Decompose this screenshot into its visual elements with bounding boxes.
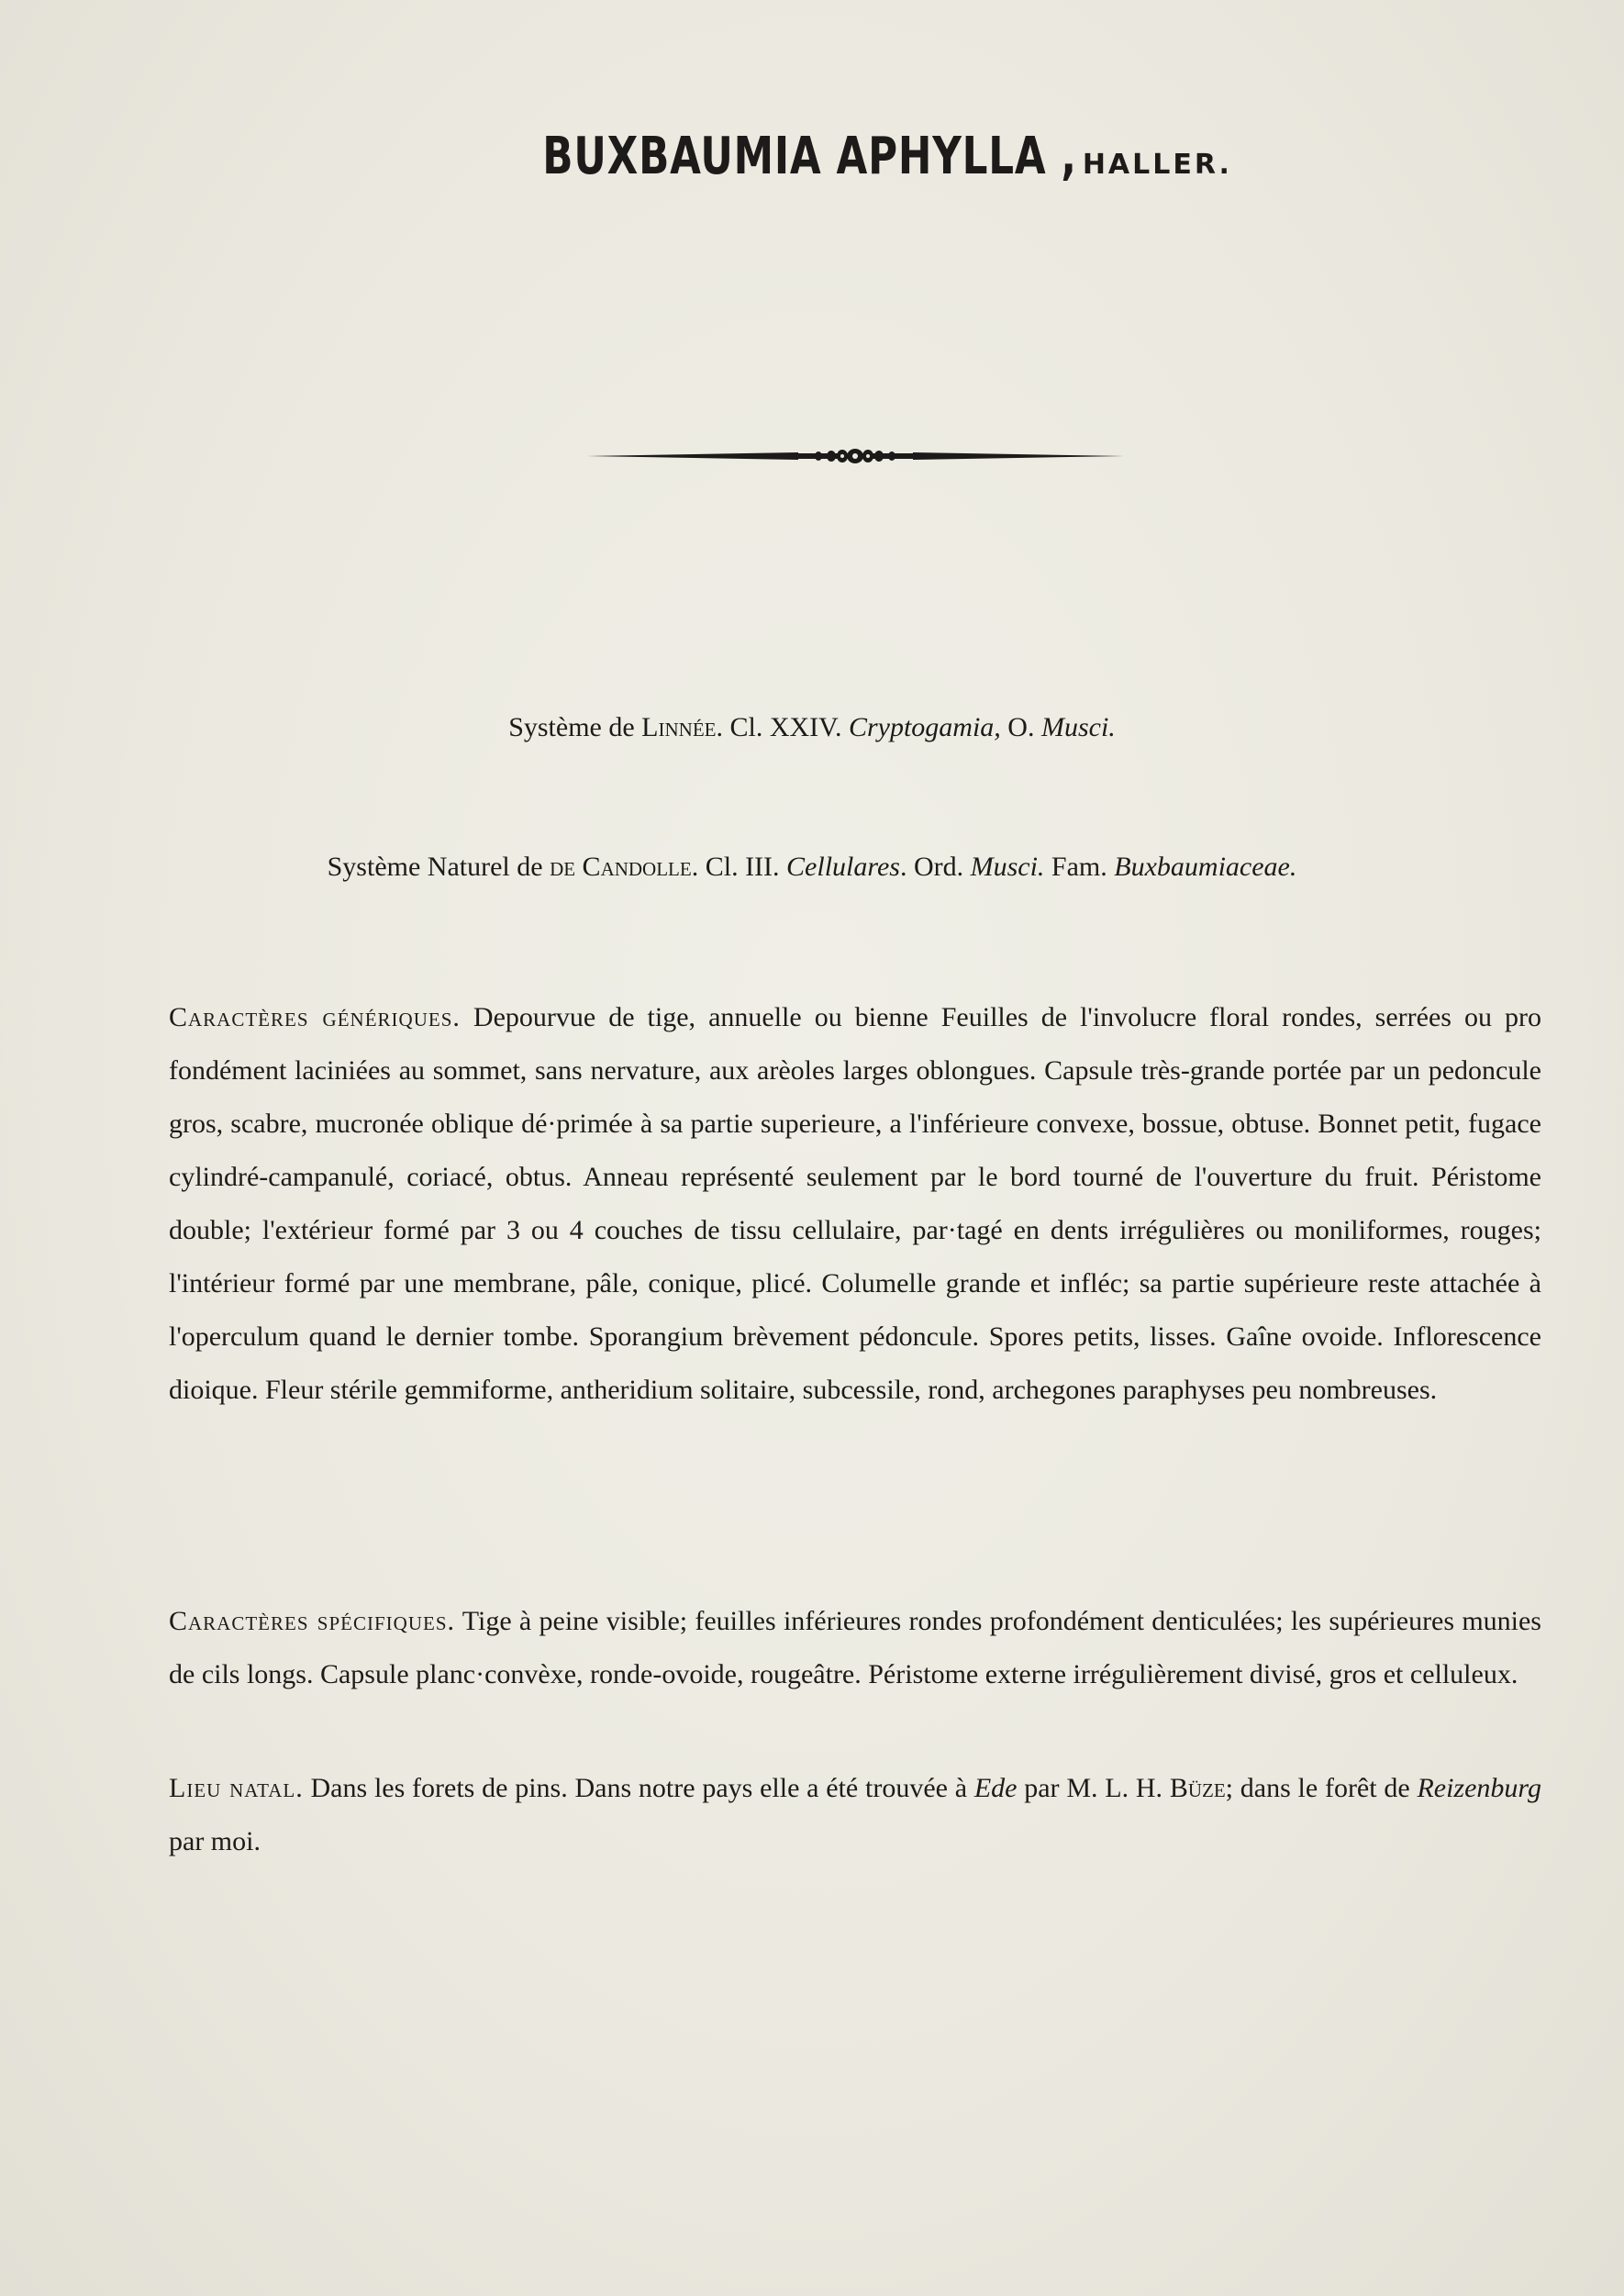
specific-characters (128, 1595, 1541, 1701)
habitat-heading: Lieu natal. (169, 1773, 304, 1803)
generic-characters (128, 991, 1541, 1417)
candolle-system: Système Naturel de de Candolle. Cl. III. Cellulares. Ord. Musci. Fam. Buxbaumiaceae. (327, 852, 1297, 882)
ornament-divider (587, 442, 1124, 470)
specific-heading: Caractères spécifiques. (169, 1606, 455, 1636)
page-title (0, 127, 1624, 186)
species-name: BUXBAUMIA APHYLLA , (542, 127, 1077, 186)
habitat: Lieu natal. Dans les forets de pins. Dans notre pays elle a été trouvée à Ede par M. L. H. Büze; dans le forêt de Reizenburg par moi. (169, 1773, 1541, 1856)
linnaeus-system: Système de Linnée. Cl. XXIV. Cryptogamia, O. Musci. (508, 712, 1116, 742)
generic-heading: Caractères génériques. (169, 1002, 461, 1032)
generic-text: Depourvue de tige, annuelle ou bienne Feuilles de l'involucre floral rondes, serrées ou pro fondément laciniées au sommet, sans nervature, aux arèoles larges oblongues. Capsule très-grande portée par un pedoncule gros, scabre, mucronée oblique dé·primée à sa partie superieure, a l'inférieure convexe, bossue, obtuse. Bonnet petit, fugace cylindré-campanulé, coriacé, obtus. Anneau représenté seulement par le bord tourné de l'ouverture du fruit. Péristome double; l'extérieur formé par 3 ou 4 couches de tissu cellulaire, par·tagé en dents irrégulières ou moniliformes, rouges; l'intérieur formé par une membrane, pâle, conique, plicé. Columelle grande et infléc; sa partie supérieure reste attachée à l'operculum quand le dernier tombe. Sporangium brèvement pédoncule. Spores petits, lisses. Gaîne ovoide. Inflorescence dioique. Fleur stérile gemmiforme, antheridium solitaire, subcessile, rond, archegones paraphyses peu nombreuses. (169, 1002, 1541, 1405)
species-author: HALLER. (1082, 149, 1232, 181)
specific-text: Tige à peine visible; feuilles inférieures rondes profondément denticulées; les supérieures munies de cils longs. Capsule planc·convèxe, ronde-ovoide, rougeâtre. Péristome externe irrégulièrement divisé, gros et celluleux. (169, 1606, 1541, 1689)
